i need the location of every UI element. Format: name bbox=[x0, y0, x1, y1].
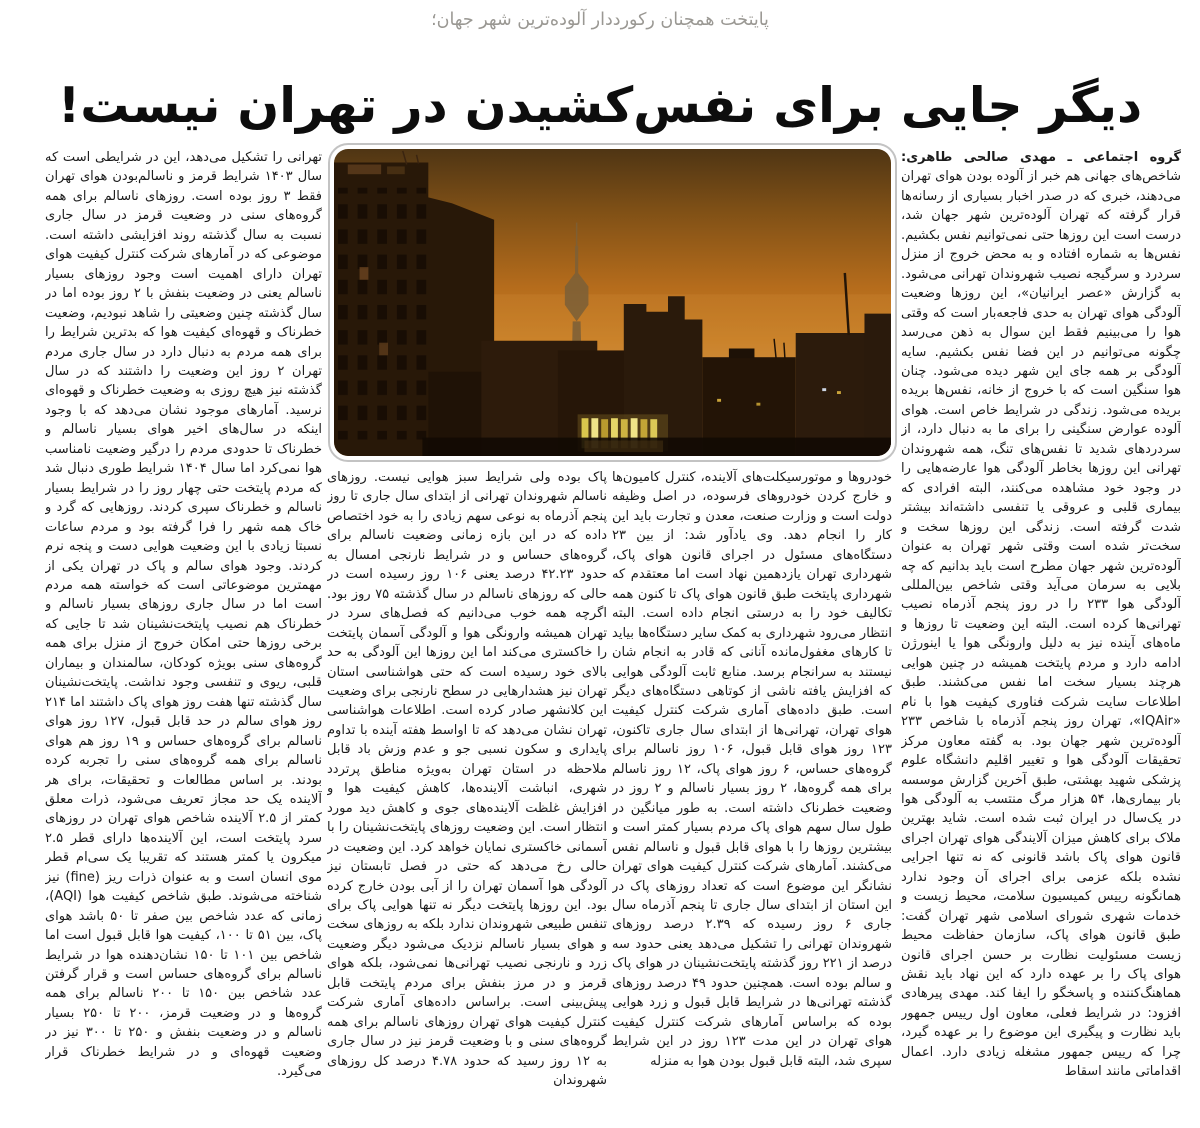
column-3-text: پاک بوده ولی شرایط سبز هوایی نیست. روزهای ناسالم شهروندان تهرانی از ابتدای سال جاری تا روز پنجم آذرماه به نوعی سهم زیادی را به خود اختصاص داده که در این بازه زمانی وضعیت ناسالم برای گروه‌های حساس و در شرایط نارنجی امسال به حدود ۴۲.۲۳ درصد یعنی ۱۰۶ روز رسیده است در حالی که روزهای ناسالم در سال گذشته ۷۵ روز بود. اگرچه همه خوب می‌دانیم که فصل‌های سرد در تهران همیشه وارونگی هوا و آلودگی آسمان پایتخت را خاکستری می‌کند اما این روزها این آلودگی به حد بالای خود رسیده است که حتی هواشناسی استان تهران نیز هشدارهایی در سطح نارنجی برای وضعیت این کلانشهر صادر کرده است. اطلاعات هواشناسی تهران نشان می‌دهد که تا اواسط هفته آینده با تداوم پایداری و سکون نسبی جو و عدم وزش باد قابل ملاحظه در استان تهران به‌ویژه مناطق پرتردد شهری، انباشت آلاینده‌ها، کاهش کیفیت هوا و افزایش غلظت آلاینده‌های جوی و کاهش دید مورد انتظار است. این وضعیت روزهای پایتخت‌نشینان را با آسمانی خاکستری نمایان خواهد کرد. این وضعیت در حالی رخ می‌دهد که حتی در فصل تابستان نیز آلودگی هوا آسمان تهران را از آبی بودن خارج کرده بود. این روزها پایتخت دیگر نه تنها هوایی پاک برای تنفس طبیعی شهروندان ندارد بلکه به روزهای سخت و هوای بسیار ناسالم نزدیک می‌شود دیگر وضعیت زرد و نارنجی نصیب تهرانی‌ها نمی‌شود، بلکه هوای قرمز و در مرز بنفش برای مردم پایتخت قابل پیش‌بینی است. براساس داده‌های آماری شرکت کنترل کیفیت هوای تهران روزهای ناسالم برای همه گروه‌های سنی و با وضعیت قرمز نیز در سال جاری به ۱۲ روز رسید که حدود ۴.۷۸ درصد کل روزهای شهروندان bbox=[327, 470, 607, 1089]
article-column-3 bbox=[327, 468, 607, 1128]
tehran-smog-skyline-photo bbox=[334, 149, 891, 456]
column-4-text: تهرانی را تشکیل می‌دهد، این در شرایطی است که سال ۱۴۰۳ شرایط قرمز و ناسالم‌بودن هوای تهران فقط ۳ روز بوده است. روزهای ناسالم برای همه گروه‌های سنی در وضعیت قرمز در سال جاری نسبت به سال گذشته روند افزایشی داشته است. موضوعی که در آمارهای شرکت کنترل کیفیت هوای تهران دارای اهمیت است وجود روزهای بسیار ناسالم یعنی در وضعیت بنفش با ۲ روز بوده اما در سال گذشته چنین وضعیتی را شاهد نبودیم، وضعیت خطرناک و قهوه‌ای کیفیت هوا که بدترین شرایط را برای همه مردم به دنبال دارد در سال جاری مردم تهران ۲ روز این وضعیت را داشتند که در سال گذشته نیز هیچ روزی به وضعیت خطرناک و قهوه‌ای نرسید. آمارهای موجود نشان می‌دهد که با وجود اینکه در سال‌های اخیر هوای بسیار ناسالم و خطرناک تا حدودی مردم را درگیر وضعیت نامناسب هوا نمی‌کرد اما سال ۱۴۰۴ شرایط طوری دنبال شد که مردم پایتخت حتی چهار روز را در شرایط بسیار ناسالم و خطرناک سپری کردند. روزهایی که گرد و خاک همه شهر را فرا گرفته بود و مردم ساعات نسبتا زیادی با این وضعیت هوایی دست و پنجه نرم کردند. وجود هوای سالم و پاک در تهران یکی از مهمترین موضوعاتی است که خواسته همه مردم است اما در سال جاری روزهای بسیار ناسالم و خطرناک هم نصیب پایتخت‌نشینان شد تا جایی که برخی روزها حتی امکان خروج از منزل برای همه گروه‌های سنی بویژه کودکان، سالمندان و بیماران قلبی، ریوی و تنفسی وجود نداشت. پایتخت‌نشینان سال گذشته تنها هفت روز هوای پاک داشتند اما ۲۱۴ روز هوای سالم در حد قابل قبول، ۱۲۷ روز هوای ناسالم برای گروه‌های حساس و ۱۹ روز هم هوای ناسالم برای همه گروه‌های سنی را تجربه کرده بودند. بر اساس مطالعات و تحقیقات، برای هر آلاینده یک حد مجاز تعریف می‌شود، ذرات معلق کمتر از ۲.۵ آلاینده شاخص هوای تهران در روزهای سرد پایتخت است، این آلاینده‌ها دارای قطر ۲.۵ میکرون یا کمتر هستند که تقریبا یک سی‌ام قطر موی انسان است و به عنوان ذرات ریز (fine) نیز شناخته می‌شوند. طبق شاخص کیفیت هوا (AQI)، زمانی که عدد شاخص بین صفر تا ۵۰ باشد هوای پاک، بین ۵۱ تا ۱۰۰، کیفیت هوا قابل قبول است اما شاخص بین ۱۰۱ تا ۱۵۰ نشان‌دهنده هوا در شرایط ناسالم برای گروه‌های حساس است و قرار گرفتن عدد شاخص بین ۱۵۰ تا ۲۰۰ ناسالم برای همه گروه‌ها و در وضعیت قرمز، ۲۰۰ تا ۲۵۰ بسیار ناسالم و در وضعیت بنفش و ۲۵۰ تا ۳۰۰ نیز در وضعیت قهوه‌ای و در شرایط خطرناک قرار می‌گیرد. bbox=[45, 150, 322, 1080]
article-column-1 bbox=[901, 148, 1181, 1128]
byline: گروه اجتماعی ـ مهدی صالحی طاهری: bbox=[901, 150, 1181, 165]
article-photo-frame bbox=[328, 143, 897, 462]
article-column-2 bbox=[612, 468, 892, 1128]
kicker: پایتخت همچنان رکورددار آلوده‌ترین شهر جهان؛ bbox=[431, 10, 769, 30]
headline: دیگر جایی برای نفس‌کشیدن در تهران نیست! bbox=[57, 76, 1143, 134]
article-column-4 bbox=[45, 148, 322, 1128]
column-2-text: خودروها و موتورسیکلت‌های آلاینده، کنترل کامیون‌ها و خارج کردن خودروهای فرسوده، در اصل وظیفه دولت است و وزارت صنعت، معدن و تجارت باید این کار را انجام دهد. وی یادآور شد: از بین ۲۳ دستگاه‌های مسئول در اجرای قانون هوای پاک، شهرداری تهران یازدهمین نهاد است اما معتقدم که شهرداری پایتخت طبق قانون هوای پاک تا کنون همه تکالیف خود را به درستی انجام داده است. البته انتظار می‌رود شهرداری به کمک سایر دستگاه‌ها بیاید تا کارهای مغفول‌مانده آنانی که قادر به انجام شان نیستند به سرانجام برسد. منابع ثابت آلودگی هوایی که افزایش یافته ناشی از کوتاهی دستگاه‌های دیگر است. طبق داده‌های آماری شرکت کنترل کیفیت هوای تهران، تهرانی‌ها از ابتدای سال جاری تاکنون، ۱۲۳ روز هوای قابل قبول، ۱۰۶ روز ناسالم برای گروه‌های حساس، ۶ روز هوای پاک، ۱۲ روز ناسالم برای همه گروه‌ها، ۲ روز بسیار ناسالم و ۲ روز در وضعیت خطرناک داشته است. به طور میانگین در طول سال سهم هوای پاک مردم بسیار کمتر است و بیشترین روزها را با هوای قابل قبول و ناسالم نفس می‌کشند. آمارهای شرکت کنترل کیفیت هوای تهران نشانگر این موضوع است که تعداد روزهای پاک در این استان از ابتدای سال جاری تا پنجم آذرماه سال جاری ۶ روز رسیده که ۲.۳۹ درصد روزهای شهروندان تهرانی را تشکیل می‌دهد یعنی حدود سه درصد از ۲۲۱ روز گذشته پایتخت‌نشینان در هوای پاک و سالم بوده است. همچنین حدود ۴۹ درصد روزهای گذشته تهرانی‌ها در شرایط قابل قبول و زرد هوایی بوده که براساس آمارهای شرکت کنترل کیفیت هوای تهران در این مدت ۱۲۳ روز در این شرایط سپری شد، البته قابل قبول بودن هوا به منزله bbox=[612, 470, 892, 1069]
column-1-text: شاخص‌های جهانی هم خبر از آلوده بودن هوای تهران می‌دهند، خبری که در صدر اخبار بسیاری از رسانه‌ها قرار گرفته که تهران آلوده‌ترین شهر جهان شد، درست است این روزها حتی نمی‌توانیم نفس بکشیم. نفس‌ها به شماره افتاده و به محض خروج از منزل سردرد و سرگیجه نصیب شهروندان تهرانی می‌شود. به گزارش «عصر ایرانیان»، این روزها وضعیت آلودگی هوای تهران به حدی فاجعه‌بار است که وقتی هوا را می‌بینیم فقط این سوال به ذهن می‌رسد چگونه می‌توانیم در این فضا نفس بکشیم. سایه آلودگی بر همه جای این شهر دیده می‌شود. چنان هوا سنگین است که با خروج از خانه، نفس‌ها بریده بریده می‌شود. زندگی در شرایط خاص است. هوای آلوده عوارض سنگینی را برای ما به دنبال دارد، از سردردهای شدید تا نفس‌های تنگ، همه شهروندان تهرانی این روزها بخاطر آلودگی هوا عارضه‌هایی را در وجود خود مشاهده می‌کنند، البته افرادی که بیماری قلبی و عروقی یا تنفسی داشته‌اند بیشتر شدت گرفته است. زندگی این روزها سخت و سخت‌تر شده است وقتی شهر تهران به عنوان آلوده‌ترین شهر جهان مطرح است باید بدانیم که چه بلایی به سرمان می‌آید وقتی شاخص بین‌المللی آلودگی هوا ۲۳۳ را در روز پنجم آذرماه نصیب تهرانی‌ها کرده است. البته این وضعیت تا روزها و ماه‌های آینده نیز به دلیل وارونگی هوا یا اینورژن ادامه دارد و مردم پایتخت همیشه در چنین هوایی هرچند بسیار سخت اما نفس می‌کشند. طبق اطلاعات سایت شرکت فناوری کیفیت هوا با نام «IQAir»، تهران روز پنجم آذرماه با شاخص ۲۳۳ آلوده‌ترین شهر جهان بود. به گفته معاون مرکز تحقیقات آلودگی هوا و تغییر اقلیم دانشگاه علوم پزشکی شهید بهشتی، طبق آخرین گزارش موسسه بار بیماری‌ها، ۵۴ هزار مرگ منتسب به آلودگی هوا در یک‌سال در ایران ثبت شده است. شاید بهترین ملاک برای کاهش میزان آلایندگی هوای تهران اجرای قانون هوای پاک باشد قانونی که نه تنها اجرایی نشده بلکه عزمی برای اجرای آن وجود ندارد همانگونه رییس کمیسیون سلامت، محیط زیست و خدمات شهری شورای اسلامی شهر تهران گفت: طبق قانون هوای پاک، سازمان حفاظت محیط زیست مسئولیت نظارت بر حسن اجرای قانون هوای پاک را بر عهده دارد که این نهاد باید نقش هماهنگ‌کننده و پاسخگو را ایفا کند. مهدی پیرهادی افزود: در شرایط فعلی، معاون اول رییس جمهور باید نظارت و پیگیری این موضوع را بر عهده گیرد، چرا که رییس جمهور مشغله زیادی دارد. اعمال اقداماتی مانند اسقاط bbox=[901, 169, 1181, 1080]
